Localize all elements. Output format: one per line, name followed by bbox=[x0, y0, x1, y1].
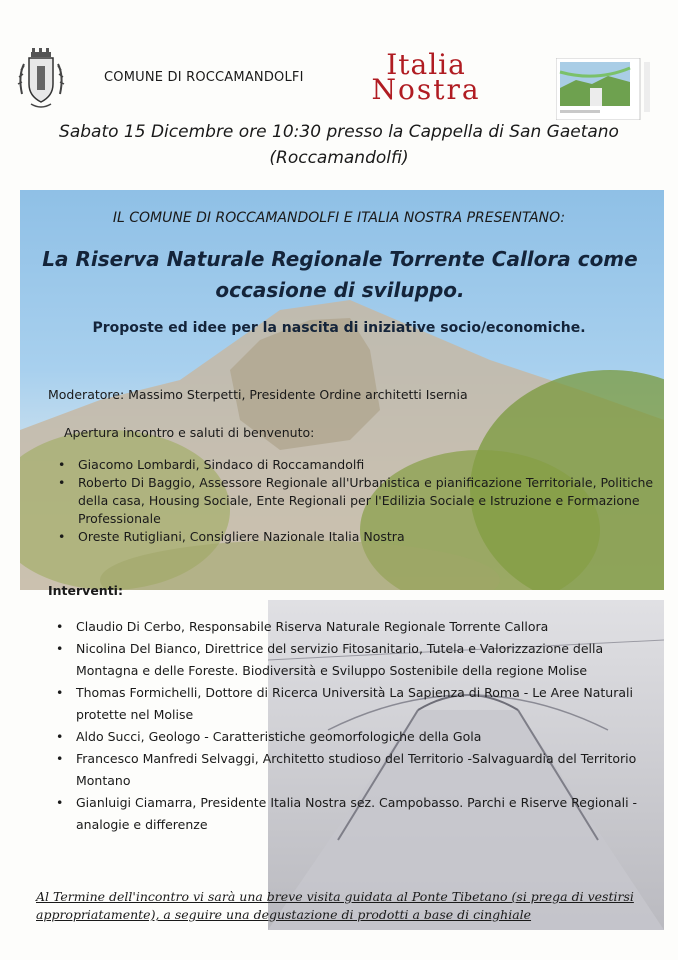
closing-note: Al Termine dell'incontro vi sarà una breve visita guidata al Ponte Tibetano (si prega di vestirsi appropriatamente), a seguire una degustazione di prodotti a base di cinghiale bbox=[36, 889, 634, 922]
interventions-label: Interventi: bbox=[48, 583, 123, 598]
opening-label: Apertura incontro e saluti di benvenuto: bbox=[64, 425, 315, 440]
list-item: • Giacomo Lombardi, Sindaco di Roccamandolfi bbox=[56, 456, 654, 474]
event-title bbox=[30, 244, 650, 306]
list-item: • Gianluigi Ciamarra, Presidente Italia Nostra sez. Campobasso. Parchi e Riserve Regionali - analogie e differenze bbox=[54, 792, 646, 836]
event-title-line-1: La Riserva Naturale Regionale Torrente Callora come bbox=[42, 247, 638, 271]
reserve-logo-icon bbox=[556, 58, 652, 120]
list-item: • Oreste Rutigliani, Consigliere Nazionale Italia Nostra bbox=[56, 528, 654, 546]
italia-nostra-logo bbox=[336, 48, 516, 106]
event-date-line: Sabato 15 Dicembre ore 10:30 presso la Cappella di San Gaetano bbox=[59, 122, 619, 142]
list-item: • Aldo Succi, Geologo - Caratteristiche geomorfologiche della Gola bbox=[54, 726, 646, 748]
welcome-speakers-list bbox=[56, 456, 654, 546]
logo-line-1: Italia bbox=[386, 48, 466, 81]
list-item: • Claudio Di Cerbo, Responsabile Riserva Naturale Regionale Torrente Callora bbox=[54, 616, 646, 638]
event-title-line-2: occasione di sviluppo. bbox=[215, 278, 465, 302]
moderator-line: Moderatore: Massimo Sterpetti, Presidente Ordine architetti Isernia bbox=[48, 387, 468, 402]
event-location-line: (Roccamandolfi) bbox=[269, 148, 409, 168]
list-item: • Thomas Formichelli, Dottore di Ricerca Università La Sapienza di Roma - Le Aree Naturali protette nel Molise bbox=[54, 682, 646, 726]
municipal-crest-icon bbox=[16, 46, 66, 112]
comune-name: COMUNE DI ROCCAMANDOLFI bbox=[104, 70, 304, 85]
interventions-list bbox=[54, 616, 646, 836]
presenters-line: IL COMUNE DI ROCCAMANDOLFI E ITALIA NOSTRA PRESENTANO: bbox=[112, 210, 566, 226]
logo-line-2: Nostra bbox=[371, 73, 481, 106]
list-item: • Roberto Di Baggio, Assessore Regionale all'Urbanistica e pianificazione Territoriale, Politiche della casa, Housing Sociale, Ente Regionali per l'Edilizia Sociale e Istruzione e Formazione Professionale bbox=[56, 474, 654, 528]
header bbox=[0, 0, 678, 120]
event-subtitle: Proposte ed idee per la nascita di iniziative socio/economiche. bbox=[92, 320, 586, 336]
list-item: • Francesco Manfredi Selvaggi, Architetto studioso del Territorio -Salvaguardia del Territorio Montano bbox=[54, 748, 646, 792]
list-item: • Nicolina Del Bianco, Direttrice del servizio Fitosanitario, Tutela e Valorizzazione della Montagna e delle Foreste. Biodiversità e Sviluppo Sostenibile della regione Molise bbox=[54, 638, 646, 682]
